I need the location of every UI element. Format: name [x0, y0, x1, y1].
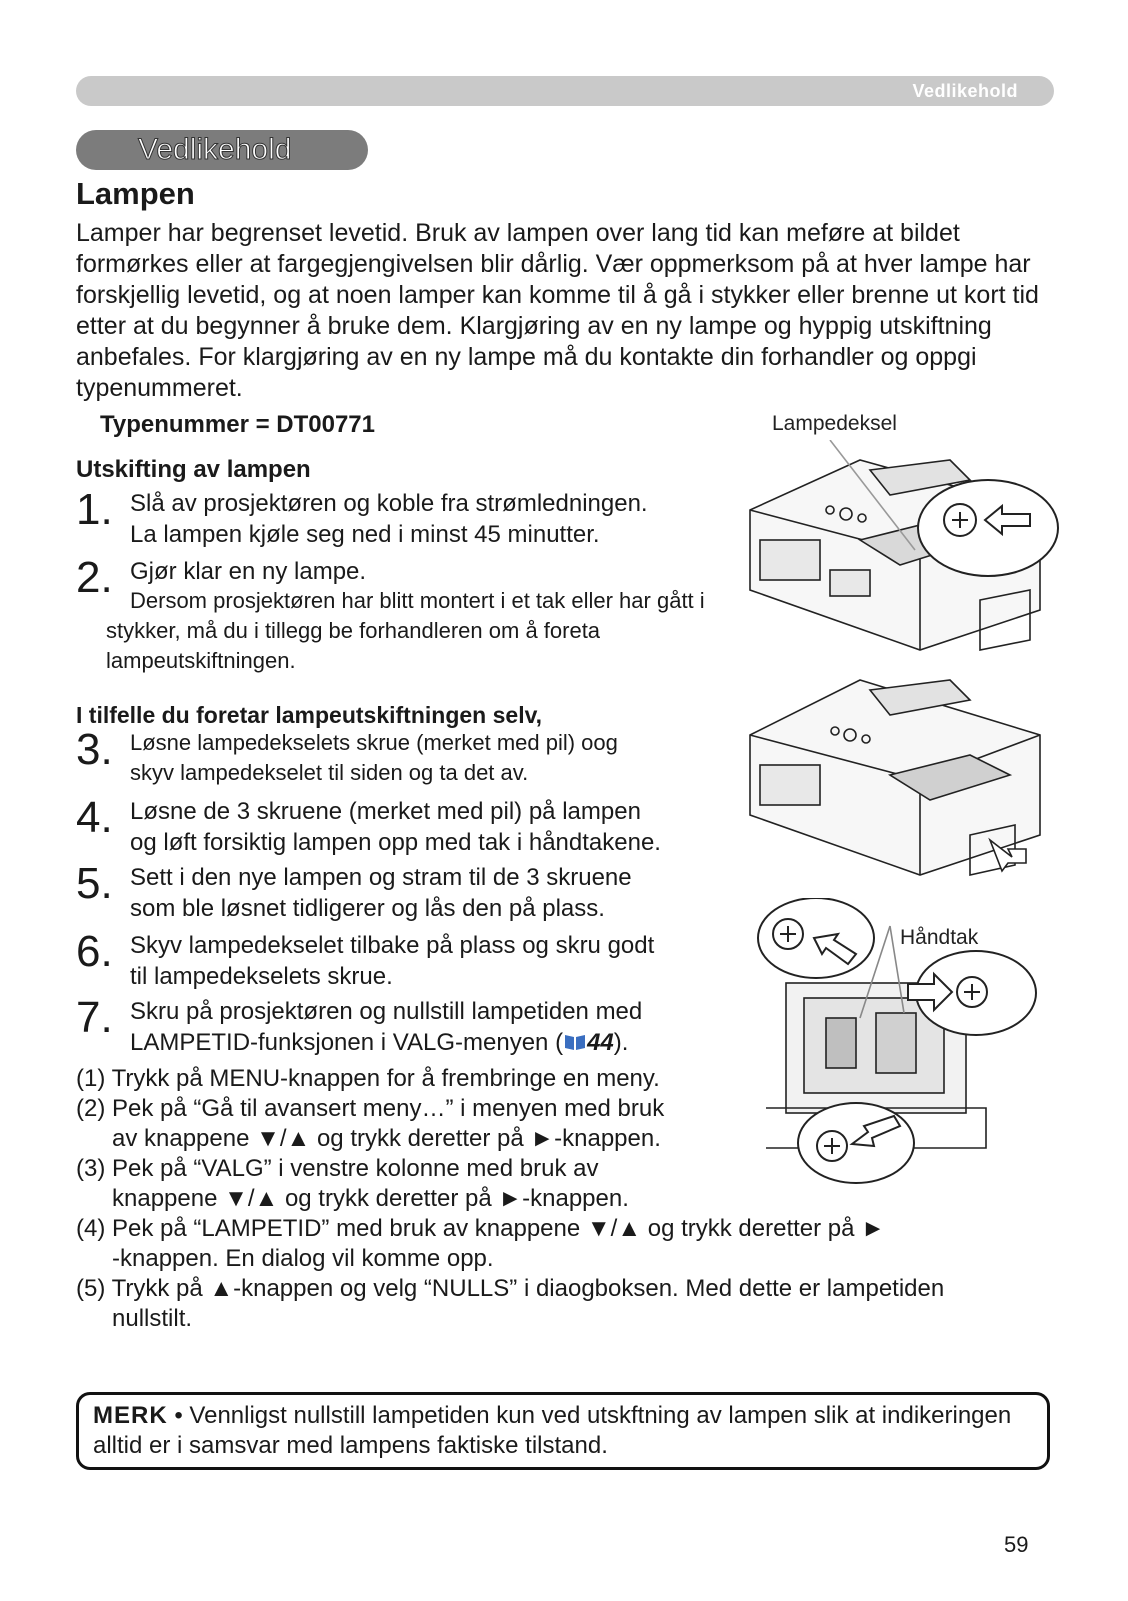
step-text: Løsne lampedekselets skrue (merket med pil) oog	[130, 730, 618, 755]
substep-5	[76, 1274, 1076, 1334]
running-header-label: Vedlikehold	[912, 81, 1018, 101]
step-number: 1.	[76, 485, 113, 534]
subheading-replace-lamp: Utskifting av lampen	[76, 456, 311, 483]
step-number: 7.	[76, 993, 113, 1042]
step-text: til lampedekselets skrue.	[130, 963, 393, 990]
step-text-part: LAMPETID-funksjonen i VALG-menyen (	[130, 1029, 564, 1056]
step-number: 4.	[76, 793, 113, 842]
substep-text: nullstilt.	[112, 1305, 193, 1332]
type-number: Typenummer = DT00771	[100, 411, 376, 438]
note-text: • Vennligst nullstill lampetiden kun ved utskftning av lampen slik at indikeringen alltid er i samsvar med lampens faktiske tilstand.	[93, 1402, 1012, 1459]
substep-text: (5) Trykk på ▲-knappen og velg “NULLS” i diaogboksen. Med dette er lampetiden	[76, 1275, 945, 1302]
substep-text: (4) Pek på “LAMPETID” med bruk av knappene ▼/▲ og trykk deretter på ►	[76, 1215, 885, 1242]
handle-label: Håndtak	[900, 926, 979, 949]
step-text: og løft forsiktig lampen opp med tak i håndtakene.	[130, 829, 661, 856]
page-reference[interactable]: 44	[587, 1029, 614, 1056]
substep-text: (2) Pek på “Gå til avansert meny…” i menyen med bruk	[76, 1095, 665, 1122]
substep-text: (3) Pek på “VALG” i venstre kolonne med bruk av	[76, 1155, 599, 1182]
substep-4	[76, 1214, 1076, 1274]
step-text: Sett i den nye lampen og stram til de 3 skruene	[130, 864, 632, 891]
section-title: Vedlikehold	[138, 133, 292, 166]
screw-callout-top-left	[758, 898, 874, 978]
step-text: La lampen kjøle seg ned i minst 45 minutter.	[130, 521, 600, 548]
step-text: Skru på prosjektøren og nullstill lampetiden med	[130, 998, 643, 1025]
note-content	[93, 1401, 1033, 1461]
page-heading: Lampen	[76, 176, 195, 211]
step-text: skyv lampedekselet til siden og ta det av.	[130, 760, 529, 785]
substep-text: knappene ▼/▲ og trykk deretter på ►-knappen.	[112, 1185, 629, 1212]
step-text: Gjør klar en ny lampe.	[130, 558, 367, 585]
subheading-self-replace: I tilfelle du foretar lampeutskiftningen selv,	[76, 702, 543, 728]
step-text-end: ).	[613, 1029, 629, 1056]
note-box	[76, 1392, 1050, 1470]
step-text: Slå av prosjektøren og koble fra strømledningen.	[130, 490, 648, 517]
step-text: Løsne de 3 skruene (merket med pil) på lampen	[130, 798, 641, 825]
step-text	[130, 1027, 730, 1058]
projector-cover-removed-illustration	[740, 665, 1060, 895]
step-text: som ble løsnet tidligerer og lås den på plass.	[130, 895, 605, 922]
lamp-unit-illustration	[756, 898, 1056, 1188]
section-title-pill	[76, 130, 368, 170]
lamp-cover-label: Lampedeksel	[772, 412, 897, 435]
step-number: 3.	[76, 725, 113, 774]
page-number: 59	[1004, 1532, 1029, 1557]
projector-lamp-cover-illustration	[740, 440, 1060, 660]
running-header	[76, 76, 1054, 106]
note-label: MERK	[93, 1402, 168, 1429]
step-number: 5.	[76, 859, 113, 908]
substep-text: -knappen. En dialog vil komme opp.	[112, 1245, 494, 1272]
step-text: Skyv lampedekselet tilbake på plass og skru godt	[130, 932, 655, 959]
magnifier-callout	[918, 480, 1058, 576]
step-number: 2.	[76, 553, 113, 602]
step-number: 6.	[76, 927, 113, 976]
intro-paragraph: Lamper har begrenset levetid. Bruk av lampen over lang tid kan meføre at bildet formørkes eller at fargegjengivelsen blir dårlig. Vær oppmerksom på at hver lampe har forskjellig levetid, og at noen lamper kan komme til å gå i stykker eller brenne ut kort tid etter at du begynner å bruke dem. Klargjøring av en ny lampe og hyppig utskiftning anbefales. For klargjøring av en ny lampe må du kontakte din forhandler og oppgi typenummeret.	[76, 219, 1039, 402]
step-2-detail: Dersom prosjektøren har blitt montert i et tak eller har gått i stykker, må du i tillegg be forhandleren om å foreta lampeutskiftningen.	[106, 588, 705, 673]
screw-callout-bottom	[798, 1103, 914, 1183]
book-reference-icon	[563, 1032, 587, 1052]
substep-text: (1) Trykk på MENU-knappen for å frembringe en meny.	[76, 1065, 660, 1092]
substep-text: av knappene ▼/▲ og trykk deretter på ►-knappen.	[112, 1125, 661, 1152]
